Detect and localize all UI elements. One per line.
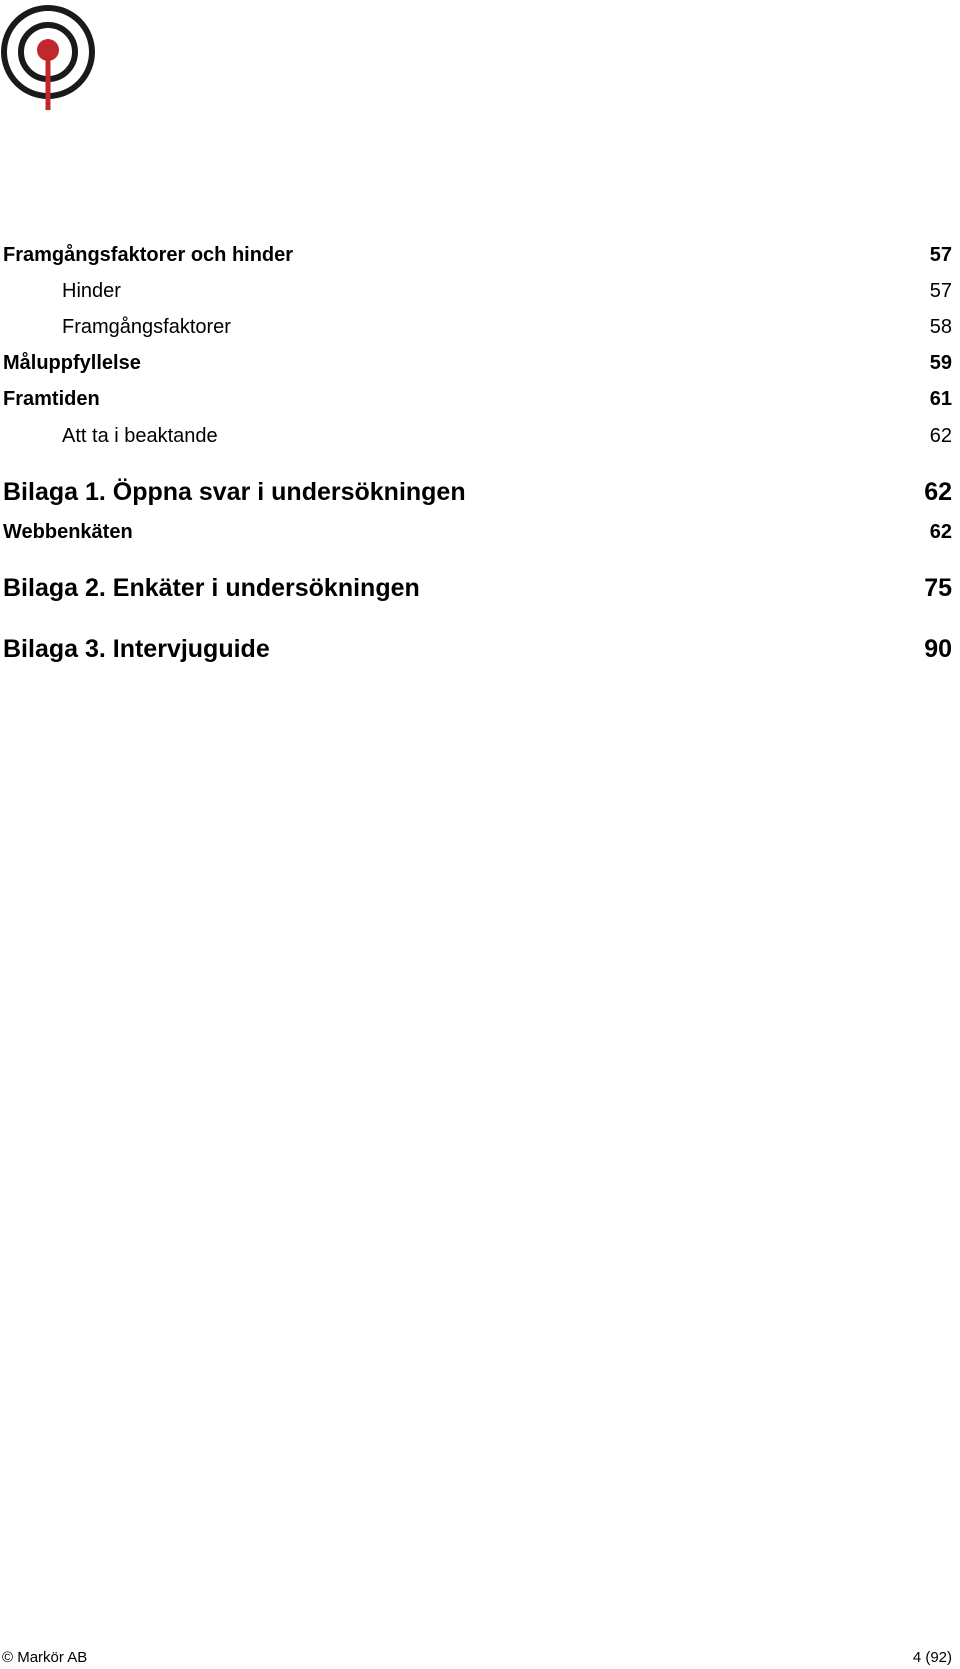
toc-entry-page: 59 xyxy=(929,352,952,374)
toc-entry-title: Webbenkäten xyxy=(3,521,133,543)
page-footer xyxy=(0,1650,952,1665)
toc-entry-page: 75 xyxy=(924,574,952,602)
toc-entry-page: 61 xyxy=(929,388,952,410)
toc-entry-title: Måluppfyllelse xyxy=(3,352,141,374)
toc-entry[interactable] xyxy=(3,522,952,542)
toc-entry[interactable] xyxy=(3,426,952,446)
toc-entry-title: Framgångsfaktorer och hinder xyxy=(3,244,294,266)
toc-entry-title: Framgångsfaktorer xyxy=(62,316,231,338)
toc-entry[interactable] xyxy=(3,637,952,662)
toc-entry-page: 90 xyxy=(924,635,952,663)
toc-entry-page: 57 xyxy=(929,280,952,302)
page-number: 4 (92) xyxy=(912,1649,952,1666)
toc-entry-title: Hinder xyxy=(62,280,121,302)
toc-entry-title: Bilaga 3. Intervjuguide xyxy=(3,635,270,663)
toc-entry-title: Bilaga 2. Enkäter i undersökningen xyxy=(3,574,420,602)
toc-entry-page: 62 xyxy=(929,425,952,447)
copyright-text: © Markör AB xyxy=(2,1649,88,1666)
toc-entry-title: Framtiden xyxy=(3,388,100,410)
toc-entry[interactable] xyxy=(3,281,952,301)
toc-entry-page: 62 xyxy=(929,521,952,543)
toc-entry[interactable] xyxy=(3,245,952,265)
toc-entry-title: Att ta i beaktande xyxy=(62,425,218,447)
toc-entry[interactable] xyxy=(3,576,952,601)
toc-entry[interactable] xyxy=(3,480,952,505)
target-pin-logo-icon xyxy=(0,0,100,112)
toc-entry-title: Bilaga 1. Öppna svar i undersökningen xyxy=(3,478,466,506)
toc-entry-page: 57 xyxy=(929,244,952,266)
toc-entry[interactable] xyxy=(3,353,952,373)
toc-entry-page: 58 xyxy=(929,316,952,338)
toc-entry[interactable] xyxy=(3,389,952,409)
toc-entry-page: 62 xyxy=(924,478,952,506)
toc-entry[interactable] xyxy=(3,317,952,337)
